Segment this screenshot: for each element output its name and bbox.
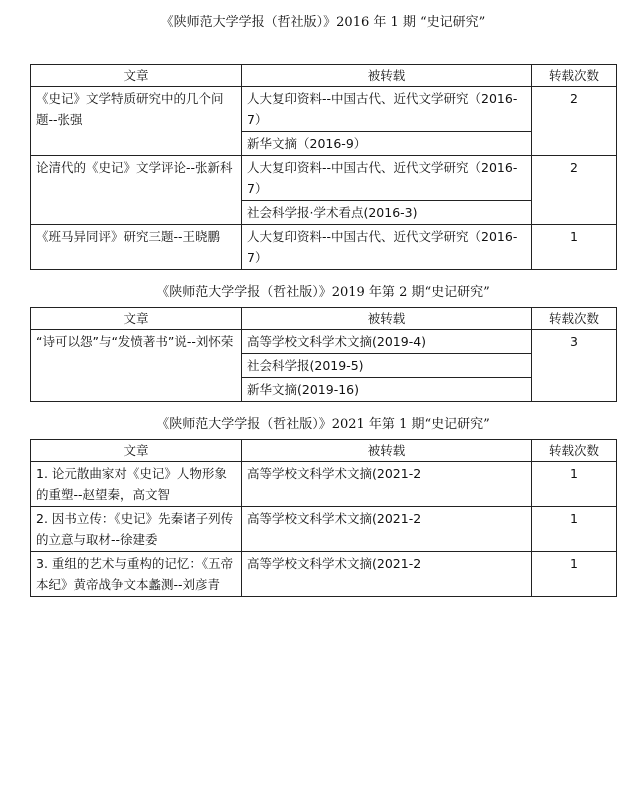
table-row — [31, 225, 617, 270]
reprint-cell: 高等学校文科学术文摘(2019-4) — [242, 330, 532, 354]
count-cell: 1 — [532, 552, 617, 597]
header-reprinted-by: 被转载 — [242, 308, 532, 330]
reprint-cell: 新华文摘（2016-9） — [242, 132, 532, 156]
table-row — [31, 552, 617, 597]
article-cell: 《史记》文学特质研究中的几个问题--张强 — [31, 87, 242, 156]
header-reprinted-by: 被转载 — [242, 440, 532, 462]
count-cell: 1 — [532, 462, 617, 507]
count-cell: 2 — [532, 156, 617, 225]
section-2016 — [30, 12, 616, 270]
reprint-table — [30, 64, 617, 270]
article-cell: 《班马异同评》研究三题--王晓鹏 — [31, 225, 242, 270]
count-cell: 2 — [532, 87, 617, 156]
reprint-table — [30, 307, 617, 402]
count-cell: 3 — [532, 330, 617, 402]
header-row — [31, 65, 617, 87]
header-row — [31, 308, 617, 330]
reprint-cell: 人大复印资料--中国古代、近代文学研究（2016-7） — [242, 225, 532, 270]
table-row — [31, 330, 617, 354]
header-row — [31, 440, 617, 462]
reprint-cell: 社会科学报(2019-5) — [242, 354, 532, 378]
header-article: 文章 — [31, 440, 242, 462]
article-cell: “诗可以怨”与“发愤著书”说--刘怀荣 — [31, 330, 242, 402]
reprint-cell: 高等学校文科学术文摘(2021-2 — [242, 462, 532, 507]
section-2019 — [30, 282, 616, 402]
table-row — [31, 462, 617, 507]
header-article: 文章 — [31, 65, 242, 87]
reprint-cell: 人大复印资料--中国古代、近代文学研究（2016-7） — [242, 87, 532, 132]
reprint-table — [30, 439, 617, 597]
reprint-cell: 高等学校文科学术文摘(2021-2 — [242, 552, 532, 597]
section-title: 《陕师范大学学报（哲社版）》2016 年 1 期 “史记研究” — [160, 15, 486, 30]
header-count: 转载次数 — [532, 308, 617, 330]
article-cell: 2. 因书立传：《史记》先秦诸子列传的立意与取材--徐建委 — [31, 507, 242, 552]
header-count: 转载次数 — [532, 65, 617, 87]
section-title: 《陕师范大学学报（哲社版）》2021 年第 1 期“史记研究” — [156, 417, 490, 432]
count-cell: 1 — [532, 225, 617, 270]
header-reprinted-by: 被转载 — [242, 65, 532, 87]
section-2021 — [30, 414, 616, 597]
table-row — [31, 156, 617, 201]
reprint-cell: 社会科学报·学术看点(2016-3) — [242, 201, 532, 225]
reprint-cell: 新华文摘(2019-16) — [242, 378, 532, 402]
reprint-cell: 高等学校文科学术文摘(2021-2 — [242, 507, 532, 552]
reprint-cell: 人大复印资料--中国古代、近代文学研究（2016-7） — [242, 156, 532, 201]
table-row — [31, 507, 617, 552]
article-cell: 3. 重组的艺术与重构的记忆：《五帝本纪》黄帝战争文本蠡测--刘彦青 — [31, 552, 242, 597]
table-row — [31, 87, 617, 132]
count-cell: 1 — [532, 507, 617, 552]
article-cell: 论清代的《史记》文学评论--张新科 — [31, 156, 242, 225]
section-title: 《陕师范大学学报（哲社版）》2019 年第 2 期“史记研究” — [156, 285, 490, 300]
header-article: 文章 — [31, 308, 242, 330]
article-cell: 1. 论元散曲家对《史记》人物形象的重塑--赵望秦，高文智 — [31, 462, 242, 507]
header-count: 转载次数 — [532, 440, 617, 462]
